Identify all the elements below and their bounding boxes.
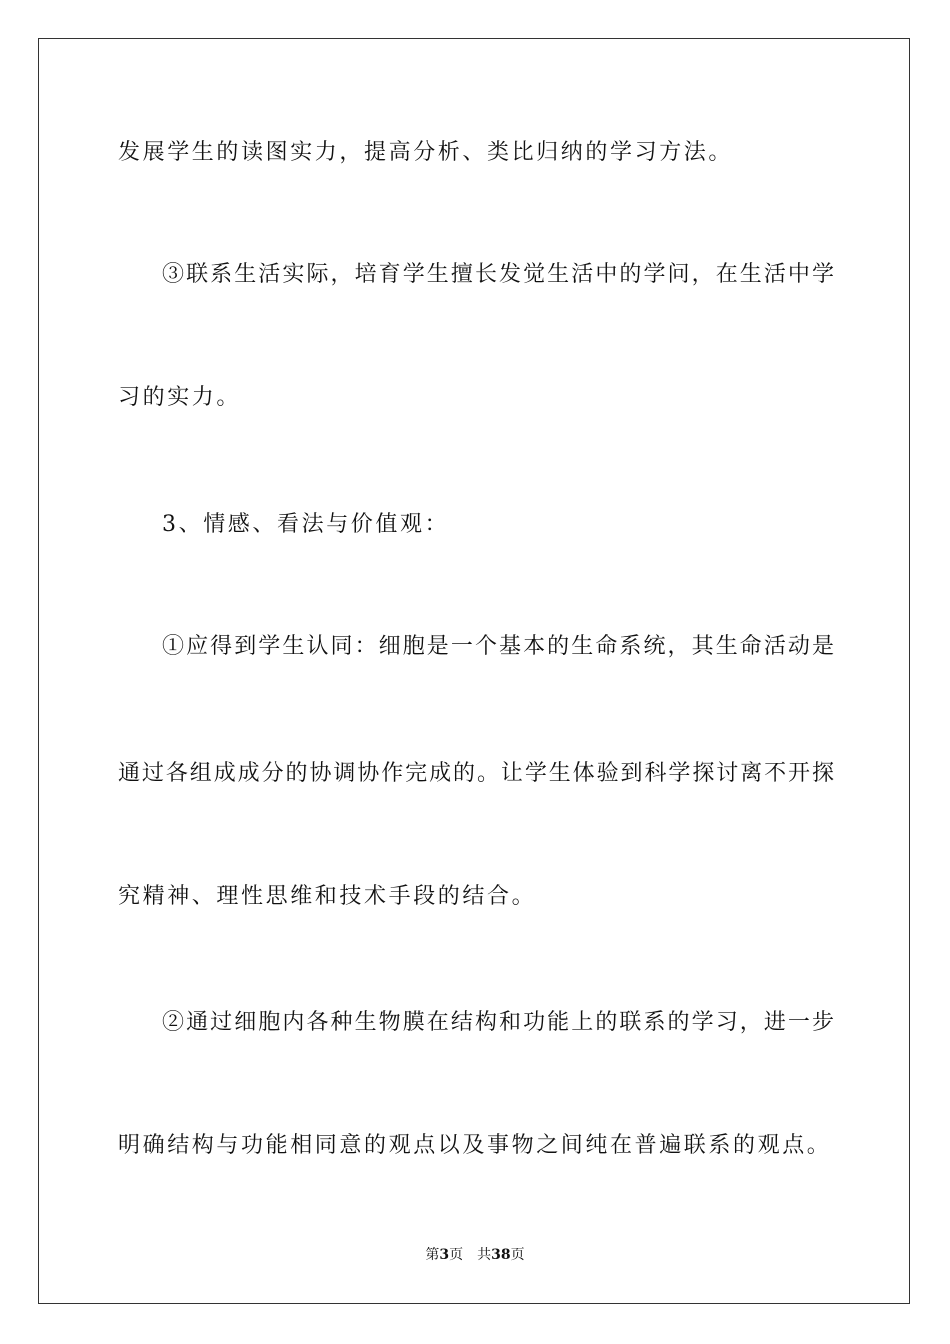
footer-page-number: 3 xyxy=(439,1247,450,1263)
text-line-1: 发展学生的读图实力，提高分析、类比归纳的学习方法。 xyxy=(118,140,734,165)
page-footer xyxy=(0,1246,950,1264)
page-border xyxy=(38,38,910,1304)
footer-total-prefix: 共 xyxy=(477,1247,492,1263)
text-line-2: ③联系生活实际，培育学生擅长发觉生活中的学问，在生活中学 xyxy=(162,262,834,287)
footer-total-suffix: 页 xyxy=(510,1247,525,1263)
footer-page-suffix: 页 xyxy=(449,1247,464,1263)
text-line-5: ①应得到学生认同：细胞是一个基本的生命系统，其生命活动是 xyxy=(162,634,834,659)
text-line-9: 明确结构与功能相同意的观点以及事物之间纯在普遍联系的观点。 xyxy=(118,1133,832,1158)
text-line-3: 习的实力。 xyxy=(118,385,242,410)
text-line-8: ②通过细胞内各种生物膜在结构和功能上的联系的学习，进一步 xyxy=(162,1010,834,1035)
text-line-7: 究精神、理性思维和技术手段的结合。 xyxy=(118,884,537,909)
footer-page-prefix: 第 xyxy=(425,1247,440,1263)
footer-total-pages: 38 xyxy=(491,1247,511,1263)
text-line-6: 通过各组成成分的协调协作完成的。让学生体验到科学探讨离不开探 xyxy=(118,761,834,786)
text-line-4: 3、情感、看法与价值观： xyxy=(162,512,450,537)
